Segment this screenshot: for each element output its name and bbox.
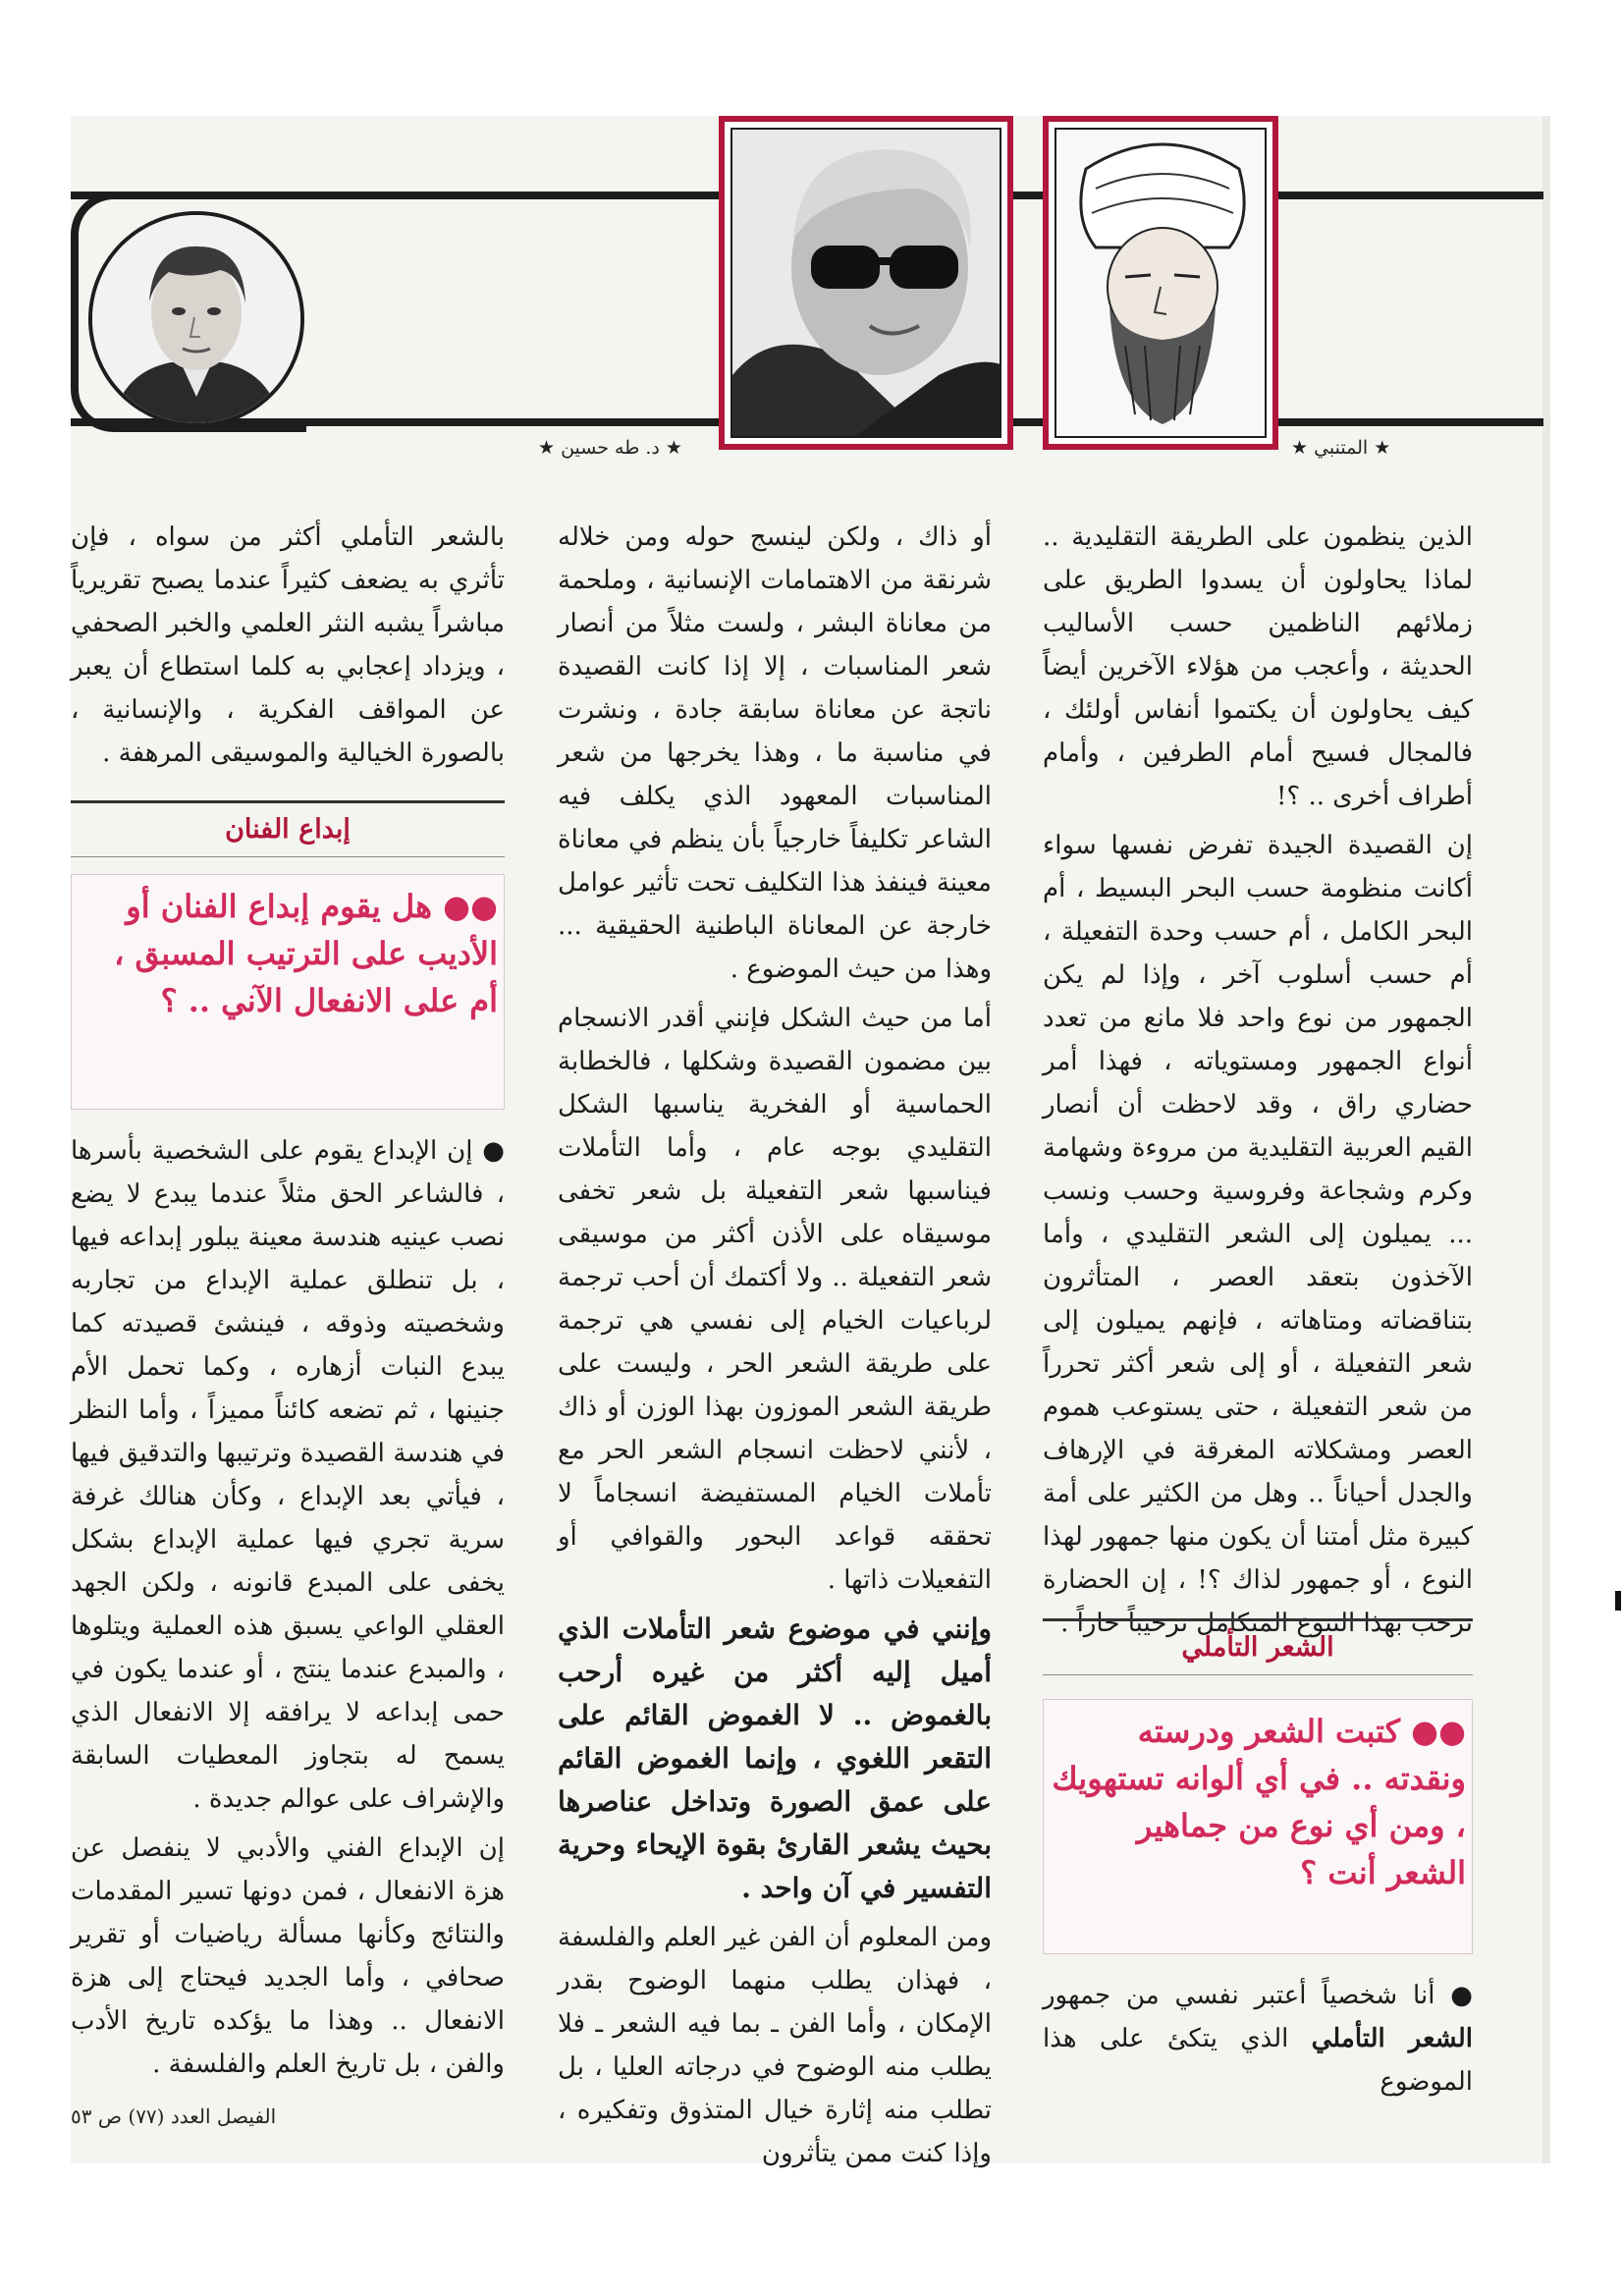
paragraph: الذين ينظمون على الطريقة التقليدية .. لماذا يحاولون أن يسدوا الطريق على زملائهم الناظمين حسب الأساليب الحديثة ، وأعجب من هؤلاء الآخرين أيضاً كيف يحاولون أن يكتموا أنفاس أولئك ، فالمجال فسيح أمام الطرفين ، وأمام أطراف أخرى .. ؟! <box>1043 522 1473 811</box>
answer-lead: ● أنا شخصياً أعتبر نفسي من جمهور <box>1043 1981 1473 2010</box>
caption-mutanabbi: ★ المتنبي ★ <box>1291 437 1391 459</box>
margin-mark <box>1615 1591 1621 1611</box>
paragraph: أو ذاك ، ولكن لينسج حوله ومن خلاله شرنقة من الاهتمامات الإنسانية ، وملحمة من معاناة البشر ، ولست مثلاً من أنصار شعر المناسبات ، إلا إذا كانت القصيدة ناتجة عن معاناة سابقة جادة ، ونشرت في مناسبة ما ، وهذا يخرجها من شعر المناسبات المعهود الذي يكلف فيه الشاعر تكليفاً خارجياً بأن ينظم في معاناة معينة فينفذ هذا التكليف تحت تأثير عوامل خارجة عن المعاناة الباطنية الحقيقية ... وهذا من حيث الموضوع . <box>558 522 992 984</box>
section-heading-reflective-poetry: الشعر التأملي <box>1043 1618 1473 1675</box>
paragraph: إن الإبداع الفني والأدبي لا ينفصل عن هزة الانفعال ، فمن دونها تسير المقدمات والنتائج وكأنها مسألة رياضيات أو تقرير صحافي ، وأما الجديد فيحتاج إلى هزة الانفعال .. وهذا ما يؤكده تاريخ الأدب والفن ، بل تاريخ العلم والفلسفة . <box>71 1833 505 2079</box>
column-left <box>71 516 505 781</box>
paragraph: إن القصيدة الجيدة تفرض نفسها سواء أكانت منظومة حسب البحر البسيط ، أم البحر الكامل ، أم حسب وحدة التفعيلة ، أم حسب أسلوب آخر ، وإذا لم يكن الجمهور من نوع واحد فلا مانع من تعدد أنواع الجمهور ومستوياته ، فهذا أمر حضاري راق ، وقد لاحظت أن أنصار القيم العربية التقليدية من مروءة وشهامة وكرم وشجاعة وفروسية وحسب ونسب ... يميلون إلى الشعر التقليدي ، وأما الآخذون بتعقد العصر ، المتأثرون بتناقضاته ومتاهاته ، فإنهم يميلون إلى شعر التفعيلة ، أو إلى شعر أكثر تحرراً من شعر التفعيلة ، حتى يستوعب هموم العصر ومشكلاته المغرقة في الإرهاف والجدل أحياناً .. وهل من الكثير على أمة كبيرة مثل أمتنا أن يكون منها جمهور لهذا النوع ، أو جمهور لذاك ؟! ، إن الحضارة ترحب بهذا التنوع المتكامل ترحيباً حاراً . <box>1043 831 1473 1638</box>
paragraph: ومن المعلوم أن الفن غير العلم والفلسفة ، فهذان يطلب منهما الوضوح بقدر الإمكان ، وأما الفن ـ بما فيه الشعر ـ فلا يطلب منه الوضوح في درجاته العليا ، بل تطلب منه إثارة خيال المتذوق وتفكيره ، وإذا كنت ممن يتأثرون <box>558 1923 992 2168</box>
paragraph: بالشعر التأملي أكثر من سواه ، فإن تأثري به يضعف كثيراً عندما يصبح تقريرياً مباشراً يشبه النثر العلمي والخبر الصحفي ، ويزداد إعجابي به كلما استطاع أن يعبر عن المواقف الفكرية ، والإنسانية ، بالصورة الخيالية والموسيقى المرهفة . <box>71 522 505 768</box>
caption-taha-hussein: ★ د. طه حسين ★ <box>538 437 682 459</box>
paragraph: أما من حيث الشكل فإنني أقدر الانسجام بين مضمون القصيدة وشكلها ، فالخطابة الحماسية أو الفخرية يناسبها الشكل التقليدي بوجه عام ، وأما التأملات فيناسبها شعر التفعيلة بل شعر تخفى موسيقاه على الأذن أكثر من موسيقى شعر التفعيلة .. ولا أكتمك أن أحب ترجمة لرباعيات الخيام إلى نفسي هي ترجمة على طريقة الشعر الحر ، وليست على طريقة الشعر الموزون بهذا الوزن أو ذاك ، لأنني لاحظت انسجام الشعر الحر مع تأملات الخيام المستفيضة انسجاماً لا تحققه قواعد البحور والقوافي أو التفعيلات ذاتها . <box>558 1004 992 1595</box>
page-edge <box>1542 116 1550 2163</box>
answer-rest: الذي يتكئ على هذا الموضوع <box>1043 2024 1473 2097</box>
question-box: ●● كتبت الشعر ودرسته ونقدته .. في أي ألوانه تستهويك ، ومن أي نوع من جماهير الشعر أنت ؟ <box>1043 1699 1473 1954</box>
answer-bold: الشعر التأملي <box>1311 2024 1474 2053</box>
question-box: ●● هل يقوم إبداع الفنان أو الأديب على الترتيب المسبق ، أم على الانفعال الآني .. ؟ <box>71 874 505 1110</box>
section-heading-artist-creativity: إبداع الفنان <box>71 800 505 857</box>
portrait-taha-hussein <box>719 116 1013 450</box>
paragraph: ● إن الإبداع يقوم على الشخصية بأسرها ، فالشاعر الحق مثلاً عندما يبدع لا يضع نصب عينيه هندسة معينة يبلور إبداعه فيها ، بل تنطلق عملية الإبداع من تجاربه وشخصيته وذوقه ، فينشئ قصيدته كما يبدع النبات أزهاره ، وكما تحمل الأم جنينها ، ثم تضعه كائناً مميزاً ، وأما النظر في هندسة القصيدة وترتيبها والتدقيق فيها ، فيأتي بعد الإبداع ، وكأن هنالك غرفة سرية تجري فيها عملية الإبداع بشكل يخفى على المبدع قانونه ، ولكن الجهد العقلي الواعي يسبق هذه العملية ويتلوها ، والمبدع عندما ينتج ، أو عندما يكون في حمى إبداعه لا يرافقه إلا الانفعال الذي يسمح له بتجاوز المعطيات السابقة والإشراف على عوالم جديدة . <box>71 1136 505 1814</box>
portrait-circle <box>88 211 304 427</box>
answer-paragraph <box>1043 1974 1473 2109</box>
page-footer: الفيصل العدد (٧٧) ص ٥٣ <box>71 2105 277 2128</box>
portrait-mutanabbi <box>1043 116 1278 450</box>
column-right <box>1043 516 1473 1651</box>
bold-paragraph: وإنني في موضوع شعر التأملات الذي أميل إليه أكثر من غيره أرحب بالغموض .. لا الغموض القائم على التقعر اللغوي ، وإنما الغموض القائم على عمق الصورة وتداخل عناصرها بحيث يشعر القارئ بقوة الإيحاء وحرية التفسير في آن واحد . <box>558 1613 992 1904</box>
column-middle <box>558 516 992 2181</box>
column-left-lower <box>71 1129 505 2092</box>
